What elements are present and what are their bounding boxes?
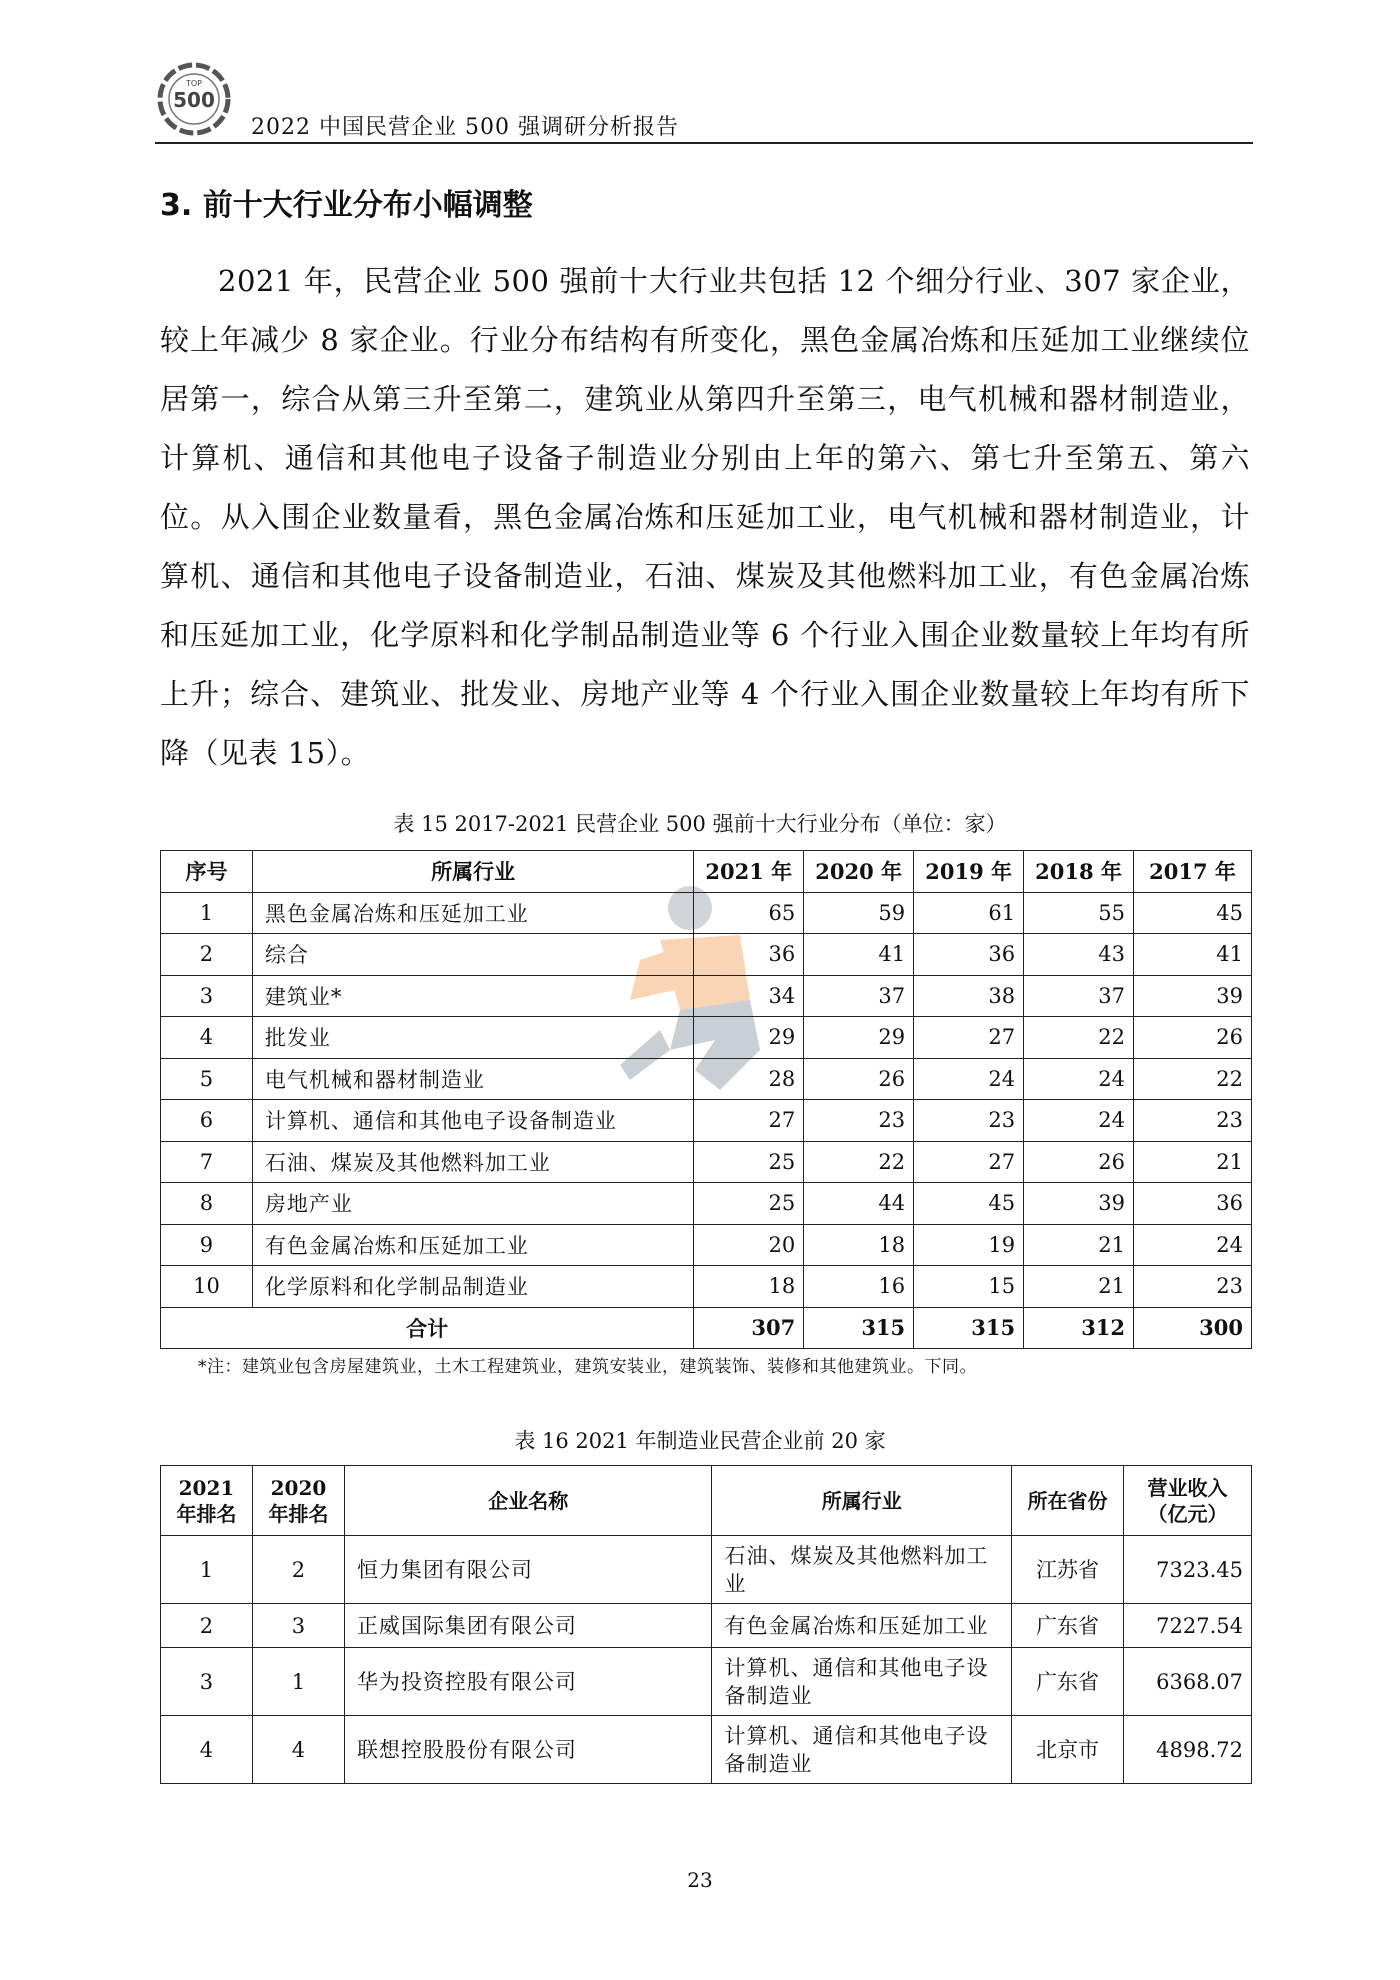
table15-footnote: *注：建筑业包含房屋建筑业，土木工程建筑业，建筑安装业，建筑装饰、装修和其他建筑业。下同。	[198, 1357, 977, 1377]
cell-seq: 1	[161, 892, 253, 934]
cell-2018: 24	[1024, 1100, 1134, 1142]
cell-total-2021: 307	[694, 1307, 804, 1349]
cell-2019: 36	[914, 934, 1024, 976]
cell-industry: 计算机、通信和其他电子设备制造业	[712, 1648, 1012, 1716]
table-row	[161, 1266, 1252, 1308]
cell-2017: 24	[1134, 1224, 1252, 1266]
table-total-row	[161, 1307, 1252, 1349]
cell-2021: 36	[694, 934, 804, 976]
cell-province: 北京市	[1012, 1716, 1124, 1784]
top500-logo-icon	[155, 60, 233, 138]
cell-2018: 26	[1024, 1141, 1134, 1183]
cell-total-2018: 312	[1024, 1307, 1134, 1349]
cell-industry: 化学原料和化学制品制造业	[252, 1266, 693, 1308]
cell-2018: 55	[1024, 892, 1134, 934]
cell-2020: 26	[804, 1058, 914, 1100]
cell-2019: 19	[914, 1224, 1024, 1266]
cell-2017: 26	[1134, 1017, 1252, 1059]
cell-province: 广东省	[1012, 1604, 1124, 1648]
cell-seq: 5	[161, 1058, 253, 1100]
table-row	[161, 1224, 1252, 1266]
cell-2018: 24	[1024, 1058, 1134, 1100]
cell-2021: 28	[694, 1058, 804, 1100]
cell-province: 江苏省	[1012, 1536, 1124, 1604]
svg-text:500: 500	[173, 88, 215, 112]
cell-rank-2020: 1	[252, 1648, 344, 1716]
cell-industry: 电气机械和器材制造业	[252, 1058, 693, 1100]
cell-seq: 2	[161, 934, 253, 976]
cell-total-2017: 300	[1134, 1307, 1252, 1349]
section-heading: 3. 前十大行业分布小幅调整	[160, 188, 533, 223]
cell-2018: 21	[1024, 1266, 1134, 1308]
cell-2018: 39	[1024, 1183, 1134, 1225]
cell-2018: 43	[1024, 934, 1134, 976]
cell-rank-2021: 4	[161, 1716, 253, 1784]
column-header-2018: 2018 年	[1024, 851, 1134, 893]
cell-2021: 25	[694, 1141, 804, 1183]
cell-company: 恒力集团有限公司	[344, 1536, 712, 1604]
cell-seq: 10	[161, 1266, 253, 1308]
cell-rank-2020: 2	[252, 1536, 344, 1604]
cell-seq: 8	[161, 1183, 253, 1225]
body-paragraph: 2021 年，民营企业 500 强前十大行业共包括 12 个细分行业、307 家企业，较上年减少 8 家企业。行业分布结构有所变化，黑色金属冶炼和压延加工业继续位居第一，综合从第三升至第二，建筑业从第四升至第三，电气机械和器材制造业，计算机、通信和其他电子设备子制造业分别由上年的第六、第七升至第五、第六位。从入围企业数量看，黑色金属冶炼和压延加工业，电气机械和器材制造业，计算机、通信和其他电子设备制造业，石油、煤炭及其他燃料加工业，有色金属冶炼和压延加工业，化学原料和化学制品制造业等 6 个行业入围企业数量较上年均有所上升；综合、建筑业、批发业、房地产业等 4 个行业入围企业数量较上年均有所下降（见表 15）。	[160, 264, 1250, 770]
cell-industry: 黑色金属冶炼和压延加工业	[252, 892, 693, 934]
cell-2019: 23	[914, 1100, 1024, 1142]
column-header-seq: 序号	[161, 851, 253, 893]
cell-2018: 22	[1024, 1017, 1134, 1059]
cell-revenue: 4898.72	[1124, 1716, 1252, 1784]
cell-industry: 石油、煤炭及其他燃料加工业	[712, 1536, 1012, 1604]
header-divider	[155, 142, 1253, 144]
cell-province: 广东省	[1012, 1648, 1124, 1716]
cell-2017: 22	[1134, 1058, 1252, 1100]
cell-2020: 23	[804, 1100, 914, 1142]
cell-company: 联想控股股份有限公司	[344, 1716, 712, 1784]
cell-rank-2021: 2	[161, 1604, 253, 1648]
cell-2019: 61	[914, 892, 1024, 934]
table-row	[161, 1183, 1252, 1225]
cell-2017: 21	[1134, 1141, 1252, 1183]
cell-total-2019: 315	[914, 1307, 1024, 1349]
cell-2017: 23	[1134, 1100, 1252, 1142]
table-row	[161, 1100, 1252, 1142]
cell-revenue: 7227.54	[1124, 1604, 1252, 1648]
column-header-rank-2021: 2021 年排名	[161, 1466, 253, 1536]
cell-2017: 41	[1134, 934, 1252, 976]
cell-seq: 7	[161, 1141, 253, 1183]
cell-rank-2020: 4	[252, 1716, 344, 1784]
table-row	[161, 1017, 1252, 1059]
cell-total-label: 合计	[161, 1307, 694, 1349]
cell-seq: 9	[161, 1224, 253, 1266]
table15-caption: 表 15 2017-2021 民营企业 500 强前十大行业分布（单位：家）	[393, 812, 1007, 836]
column-header-province: 所在省份	[1012, 1466, 1124, 1536]
cell-industry: 综合	[252, 934, 693, 976]
cell-2021: 27	[694, 1100, 804, 1142]
cell-2021: 65	[694, 892, 804, 934]
table-row	[161, 934, 1252, 976]
cell-industry: 房地产业	[252, 1183, 693, 1225]
cell-2021: 29	[694, 1017, 804, 1059]
table-row	[161, 975, 1252, 1017]
cell-industry: 石油、煤炭及其他燃料加工业	[252, 1141, 693, 1183]
column-header-2017: 2017 年	[1134, 851, 1252, 893]
table-row	[161, 1058, 1252, 1100]
cell-revenue: 7323.45	[1124, 1536, 1252, 1604]
page-header	[155, 52, 1253, 142]
cell-2020: 22	[804, 1141, 914, 1183]
column-header-revenue: 营业收入 （亿元）	[1124, 1466, 1252, 1536]
table-row	[161, 1648, 1252, 1716]
table-row	[161, 1141, 1252, 1183]
cell-2020: 59	[804, 892, 914, 934]
cell-2019: 15	[914, 1266, 1024, 1308]
table-row	[161, 892, 1252, 934]
table-row	[161, 1604, 1252, 1648]
cell-2018: 37	[1024, 975, 1134, 1017]
cell-2019: 27	[914, 1017, 1024, 1059]
cell-2019: 24	[914, 1058, 1024, 1100]
cell-2017: 36	[1134, 1183, 1252, 1225]
cell-industry: 批发业	[252, 1017, 693, 1059]
cell-company: 华为投资控股有限公司	[344, 1648, 712, 1716]
cell-seq: 4	[161, 1017, 253, 1059]
cell-industry: 建筑业*	[252, 975, 693, 1017]
cell-seq: 6	[161, 1100, 253, 1142]
cell-2017: 23	[1134, 1266, 1252, 1308]
cell-2020: 16	[804, 1266, 914, 1308]
table-row	[161, 1716, 1252, 1784]
cell-2021: 18	[694, 1266, 804, 1308]
column-header-2020: 2020 年	[804, 851, 914, 893]
column-header-industry: 所属行业	[712, 1466, 1012, 1536]
report-title: 2022 中国民营企业 500 强调研分析报告	[251, 115, 679, 140]
cell-industry: 计算机、通信和其他电子设备制造业	[712, 1716, 1012, 1784]
cell-rank-2021: 1	[161, 1536, 253, 1604]
cell-2020: 29	[804, 1017, 914, 1059]
cell-2019: 38	[914, 975, 1024, 1017]
cell-rank-2021: 3	[161, 1648, 253, 1716]
cell-industry: 有色金属冶炼和压延加工业	[712, 1604, 1012, 1648]
column-header-2021: 2021 年	[694, 851, 804, 893]
cell-2020: 37	[804, 975, 914, 1017]
cell-total-2020: 315	[804, 1307, 914, 1349]
column-header-rank-2020: 2020 年排名	[252, 1466, 344, 1536]
cell-2017: 45	[1134, 892, 1252, 934]
table16	[160, 1465, 1252, 1784]
cell-2020: 18	[804, 1224, 914, 1266]
cell-2018: 21	[1024, 1224, 1134, 1266]
column-header-industry: 所属行业	[252, 851, 693, 893]
table15	[160, 850, 1252, 1349]
cell-2020: 44	[804, 1183, 914, 1225]
cell-2017: 39	[1134, 975, 1252, 1017]
table-row	[161, 1536, 1252, 1604]
cell-2020: 41	[804, 934, 914, 976]
cell-2019: 27	[914, 1141, 1024, 1183]
svg-text:TOP: TOP	[185, 79, 203, 88]
cell-2019: 45	[914, 1183, 1024, 1225]
cell-2021: 25	[694, 1183, 804, 1225]
table16-caption: 表 16 2021 年制造业民营企业前 20 家	[514, 1429, 886, 1453]
page-number: 23	[687, 1868, 713, 1892]
cell-seq: 3	[161, 975, 253, 1017]
cell-industry: 有色金属冶炼和压延加工业	[252, 1224, 693, 1266]
cell-industry: 计算机、通信和其他电子设备制造业	[252, 1100, 693, 1142]
cell-2021: 34	[694, 975, 804, 1017]
cell-rank-2020: 3	[252, 1604, 344, 1648]
column-header-2019: 2019 年	[914, 851, 1024, 893]
cell-company: 正威国际集团有限公司	[344, 1604, 712, 1648]
column-header-company: 企业名称	[344, 1466, 712, 1536]
cell-2021: 20	[694, 1224, 804, 1266]
cell-revenue: 6368.07	[1124, 1648, 1252, 1716]
